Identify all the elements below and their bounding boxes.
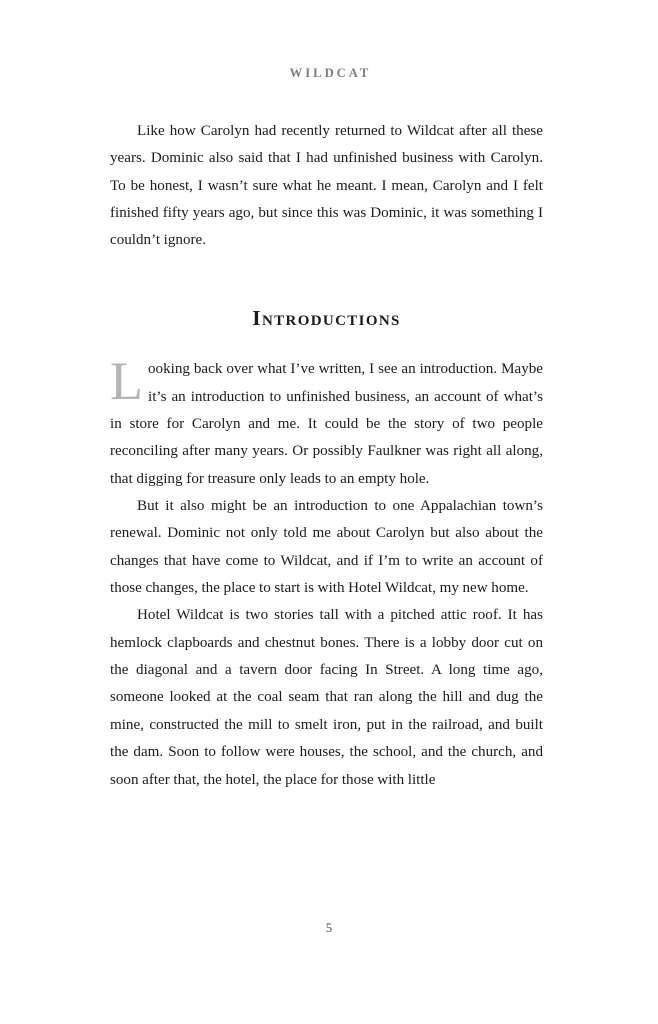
drop-cap-letter: L xyxy=(110,351,143,412)
paragraph-opening xyxy=(110,351,543,493)
continuing-paragraph-block xyxy=(110,118,543,255)
paragraph-2: But it also might be an introduction to one Appalachian town’s renewal. Dominic not only told me about Carolyn but also about the changes that have come to Wildcat, and if I’m to write an account of those changes, the place to start is with Hotel Wildcat, my new home. xyxy=(110,498,543,597)
chapter-body xyxy=(110,351,543,794)
text-column xyxy=(110,118,543,794)
page-number: 5 xyxy=(325,921,333,935)
paragraph-continuing: Like how Carolyn had recently returned to Wildcat after all these years. Dominic also said that I had unfinished business with Carolyn. To be honest, I wasn’t sure what he meant. I mean, Carolyn and I felt finished fifty years ago, but since this was Dominic, it was something I couldn’t ignore. xyxy=(110,123,543,249)
paragraph-3: Hotel Wildcat is two stories tall with a pitched attic roof. It has hemlock clapboards and chestnut bones. There is a lobby door cut on the diagonal and a tavern door facing In Street. A long time ago, someone looked at the coal seam that ran along the hill and dug the mine, constructed the mill to smelt iron, put in the railroad, and built the dam. Soon to follow were houses, the school, and the church, and soon after that, the hotel, the place for those with little xyxy=(110,607,543,788)
paragraph-opening-text: ooking back over what I’ve written, I see an introduction. Maybe it’s an introduction to unfinished business, an account of what’s in store for Carolyn and me. It could be the story of two people reconciling after many years. Or possibly Faulkner was right all along, that digging for treasure only leads to an empty hole. xyxy=(110,361,543,487)
chapter-title: Introductions xyxy=(252,305,401,330)
running-head: WILDCAT xyxy=(289,66,372,80)
